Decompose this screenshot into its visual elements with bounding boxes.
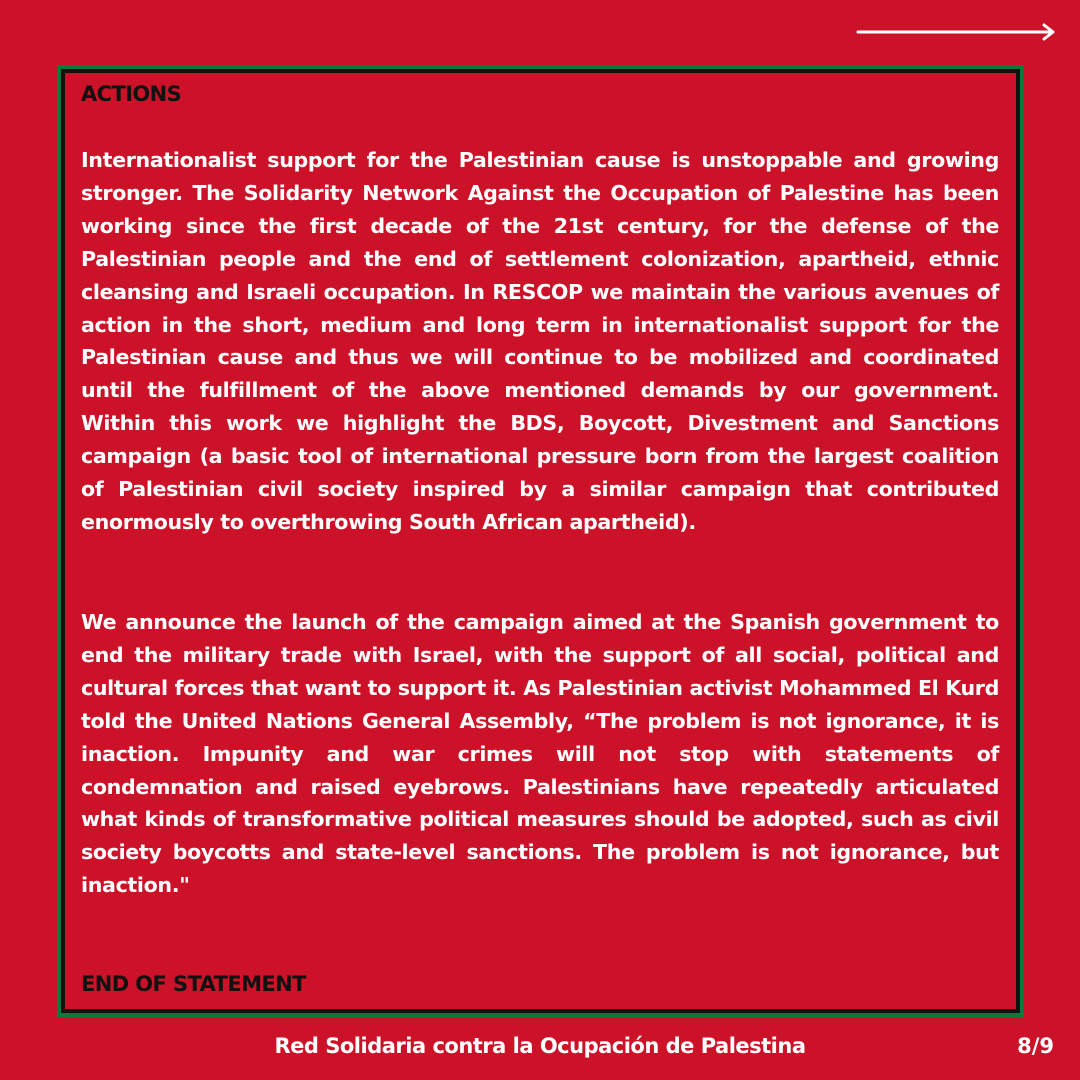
section-title: ACTIONS [81, 82, 182, 106]
arrow-right-icon[interactable] [856, 22, 1058, 42]
closing-title: END OF STATEMENT [81, 972, 306, 996]
statement-paragraph-1: Internationalist support for the Palestinian cause is unstoppable and growing stronger. The Solidarity Network Against the Occupation of Palestine has been working since the first decade of the 21st century, for the defense of the Palestinian people and the end of settlement colonization, apartheid, ethnic cleansing and Israeli occupation. In RESCOP we maintain the various avenues of action in the short, medium and long term in internationalist support for the Palestinian cause and thus we will continue to be mobilized and coordinated until the fulfillment of the above mentioned demands by our government. Within this work we highlight the BDS, Boycott, Divestment and Sanctions campaign (a basic tool of international pressure born from the largest coalition of Palestinian civil society inspired by a similar campaign that contributed enormously to overthrowing South African apartheid). [81, 148, 999, 534]
organization-name [0, 1034, 1080, 1058]
organization-name-text: Red Solidaria contra la Ocupación de Palestina [274, 1034, 806, 1058]
page-indicator: 8/9 [1017, 1034, 1054, 1058]
statement-paragraph-2: We announce the launch of the campaign aimed at the Spanish government to end the military trade with Israel, with the support of all social, political and cultural forces that want to support it. As Palestinian activist Mohammed El Kurd told the United Nations General Assembly, “The problem is not ignorance, it is inaction. Impunity and war crimes will not stop with statements of condemnation and raised eyebrows. Palestinians have repeatedly articulated what kinds of transformative political measures should be adopted, such as civil society boycotts and state-level sanctions. The problem is not ignorance, but inaction." [81, 610, 999, 898]
